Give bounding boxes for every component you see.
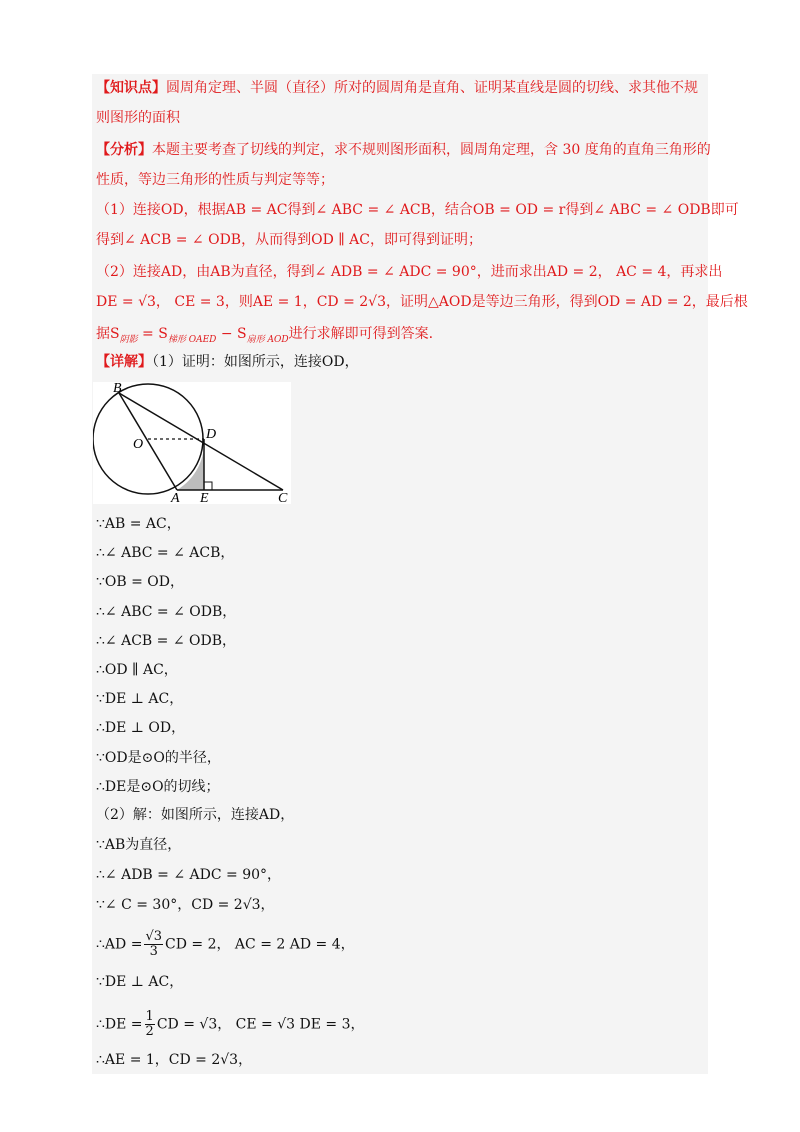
analysis-p1-line-1: （1）连接OD，根据AB = AC得到∠ ABC = ∠ ACB，结合OB = OD = r得到∠ ABC = ∠ ODB即可 — [96, 202, 739, 218]
de-frac-den: 2 — [145, 1024, 154, 1039]
proof-step: ∵OD是⊙O的半径， — [96, 749, 221, 766]
knowledge-tag: 【知识点】 — [96, 80, 166, 96]
formula-mid-1: = S — [137, 326, 168, 342]
knowledge-text-1: 圆周角定理、半圆（直径）所对的圆周角是直角、证明某直线是圆的切线、求其他不规 — [166, 80, 698, 96]
formula-sub-sector: 扇形 AOD — [246, 335, 289, 345]
proof-step: ∴∠ ACB = ∠ ODB， — [96, 632, 236, 649]
detail-line-intro — [96, 352, 359, 372]
de-line-post: CD = √3， CE = √3 DE = 3， — [156, 1016, 365, 1033]
proof-step: ∵OB = OD， — [96, 574, 185, 591]
de-frac-num: 1 — [145, 1009, 154, 1024]
geometry-figure — [93, 382, 291, 504]
proof-step: ∴∠ ABC = ∠ ODB， — [96, 603, 237, 620]
proof-step: ∵AB为直径， — [96, 837, 182, 853]
part2-intro: （2）解：如图所示，连接AD， — [96, 807, 295, 823]
content-panel — [92, 74, 708, 1074]
detail-tag: 【详解】 — [96, 354, 152, 370]
ad-frac-num: √3 — [145, 929, 162, 944]
geometry-svg — [93, 382, 291, 504]
label-o: O — [133, 437, 144, 452]
de-line — [96, 1010, 365, 1039]
label-c: C — [278, 491, 288, 504]
formula-pre: 据S — [96, 326, 120, 342]
de-fraction — [145, 1010, 155, 1039]
proof-step: ∴DE是⊙O的切线； — [96, 778, 220, 795]
proof-step: ∴DE ⊥ OD， — [96, 720, 186, 737]
analysis-p1-line-2: 得到∠ ACB = ∠ ODB，从而得到OD ∥ AC，即可得到证明； — [96, 232, 482, 248]
analysis-p2-line-1: （2）连接AD，由AB为直径，得到∠ ADB = ∠ ADC = 90°，进而求出AD = 2， AC = 4，再求出 — [96, 264, 723, 280]
knowledge-line-2: 则图形的面积 — [96, 110, 180, 126]
de-perp-line: ∵DE ⊥ AC， — [96, 974, 184, 990]
proof-step: ∵AB = AC， — [96, 516, 181, 532]
proof-step: ∴∠ ADB = ∠ ADC = 90°， — [96, 867, 282, 883]
analysis-line-1 — [96, 140, 711, 160]
ad-frac-den: 3 — [149, 944, 158, 959]
formula-sub-shadow: 阴影 — [119, 335, 138, 345]
proof-step: ∵∠ C = 30°，CD = 2√3， — [96, 897, 275, 913]
proof-step: ∵DE ⊥ AC， — [96, 691, 184, 708]
label-d: D — [206, 427, 217, 442]
proof-step: ∴∠ ABC = ∠ ACB， — [96, 545, 235, 562]
ad-fraction — [144, 930, 163, 959]
right-angle-mark — [204, 482, 212, 490]
formula-post: 进行求解即可得到答案. — [288, 326, 434, 342]
analysis-tag: 【分析】 — [96, 142, 152, 158]
label-e: E — [200, 491, 209, 504]
analysis-p2-line-2: DE = √3， CE = 3，则AE = 1，CD = 2√3，证明△AOD是等边三角形，得到OD = AD = 2，最后根 — [96, 294, 748, 310]
knowledge-line-1 — [96, 78, 698, 98]
analysis-text-1: 本题主要考查了切线的判定，求不规则图形面积，圆周角定理，含 30 度角的直角三角形的 — [152, 142, 711, 158]
ad-line-post: CD = 2， AC = 2 AD = 4， — [165, 936, 355, 953]
formula-sub-trapezoid: 梯形 OAED — [167, 335, 217, 345]
segment-ba — [119, 393, 177, 490]
last-line: ∴AE = 1，CD = 2√3， — [96, 1052, 253, 1068]
de-line-pre: ∴DE = — [96, 1016, 143, 1033]
ad-line-pre: ∴AD = — [96, 936, 143, 953]
detail-intro: （1）证明：如图所示，连接OD， — [152, 354, 359, 370]
formula-mid-2: − S — [216, 326, 247, 342]
label-a: A — [171, 491, 180, 504]
label-b: B — [113, 382, 122, 396]
analysis-line-2: 性质，等边三角形的性质与判定等等； — [96, 172, 334, 188]
analysis-p2-line-3 — [96, 324, 433, 350]
ad-line — [96, 930, 355, 959]
proof-step: ∴OD ∥ AC， — [96, 662, 178, 678]
